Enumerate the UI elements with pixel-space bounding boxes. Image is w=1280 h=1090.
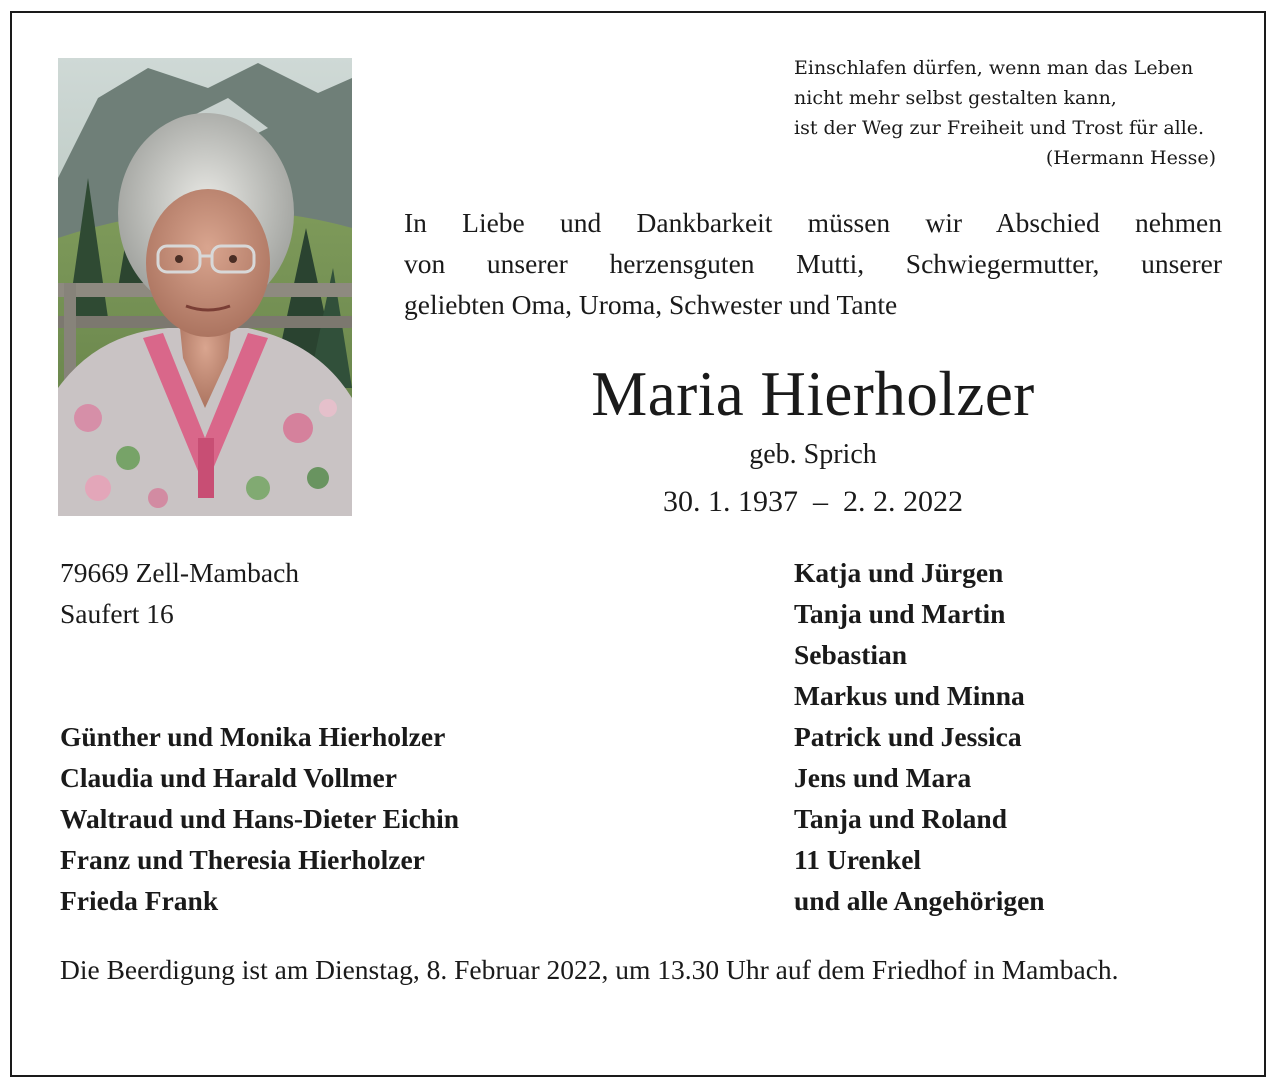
portrait-photo [58,58,352,516]
life-dates: 30. 1. 1937 – 2. 2. 2022 [663,485,963,518]
deceased-name: Maria Hierholzer [591,359,1035,429]
mourner-name: Waltraud und Hans-Dieter Eichin [60,803,460,834]
quote-line-2: nicht mehr selbst gestalten kann, [794,87,1117,109]
mourner-name: Claudia und Harald Vollmer [60,762,397,793]
family-address [60,552,299,634]
mourner-name: Markus und Minna [794,680,1025,711]
mourner-name: Frieda Frank [60,885,219,916]
mourners-right-list [794,552,1045,921]
intro-line-1: In Liebe und Dankbarkeit müssen wir Abschied nehmen [404,207,1222,238]
mourner-name: 11 Urenkel [794,844,922,875]
address-street: Saufert 16 [60,598,174,629]
quote-line-1: Einschlafen dürfen, wenn man das Leben [794,57,1194,79]
intro-line-2: von unserer herzensguten Mutti, Schwiegermutter, unserer [404,248,1222,279]
mourner-name: Jens und Mara [794,762,972,793]
hesse-quote [794,53,1222,173]
quote-author: (Hermann Hesse) [1045,147,1216,169]
mourner-name: Sebastian [794,639,908,670]
mourner-name: Katja und Jürgen [794,557,1004,588]
mourner-name: Franz und Theresia Hierholzer [60,844,425,875]
mourner-name: und alle Angehörigen [794,885,1045,916]
mourner-name: Patrick und Jessica [794,721,1022,752]
birth-name: geb. Sprich [749,439,877,470]
mourner-name: Tanja und Martin [794,598,1006,629]
mourner-name: Günther und Monika Hierholzer [60,721,446,752]
intro-line-3: geliebten Oma, Uroma, Schwester und Tante [404,289,898,320]
quote-line-3: ist der Weg zur Freiheit und Trost für alle. [794,117,1205,139]
intro-text [404,202,1222,325]
mourners-left-list [60,716,459,921]
funeral-notice: Die Beerdigung ist am Dienstag, 8. Februar 2022, um 13.30 Uhr auf dem Friedhof in Mambach. [60,954,1119,985]
address-city: 79669 Zell-Mambach [60,557,300,588]
mourner-name: Tanja und Roland [794,803,1007,834]
